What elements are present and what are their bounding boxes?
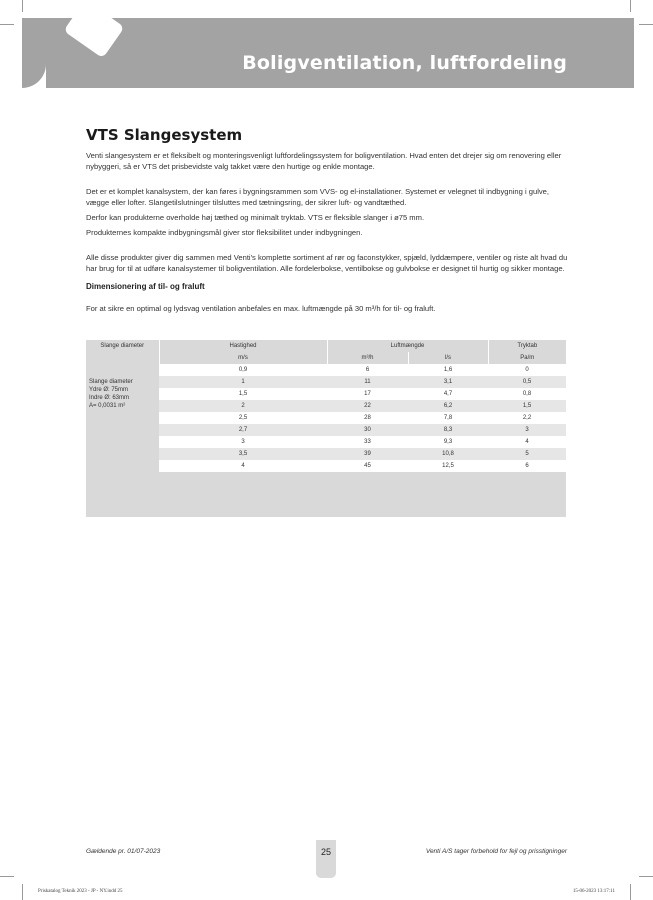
- unit-pressure: Pa/m: [488, 352, 566, 364]
- cell-speed: 3: [159, 436, 327, 448]
- cell-speed: 2,7: [159, 424, 327, 436]
- paragraph: Venti slangesystem er et fleksibelt og monteringsvenligt luftfordelingssystem for boligventilation. Hvad enten det drejer sig om renovering eller nybyggeri, så er VTS det prisbevidste valg takket være den hurtige og enkle montage.: [86, 151, 562, 171]
- cell-pressure: 1,5: [488, 400, 566, 412]
- diameter-note-line: Ydre Ø: 75mm: [89, 387, 129, 393]
- cell-ls: 6,2: [408, 400, 488, 412]
- header-airflow: Luftmængde: [327, 340, 488, 352]
- cell-pressure: 0,5: [488, 376, 566, 388]
- cell-ls: 1,6: [408, 364, 488, 376]
- header-speed: Hastighed: [159, 340, 327, 352]
- cell-m3h: 30: [327, 424, 408, 436]
- intro-text: For at sikre en optimal og lydsvag ventilation anbefales en max. luftmængde på 30 m³/h for til- og fraluft.: [86, 304, 436, 313]
- paragraph: Derfor kan produkterne overholde høj tæthed og minimalt tryktab. VTS er fleksible slanger i ø75 mm.: [86, 213, 425, 222]
- print-slug-file: Priskatalog Teknik 2023 - JP - NY.indd 25: [38, 889, 123, 894]
- crop-mark: [639, 876, 653, 877]
- cell-speed: 2,5: [159, 412, 327, 424]
- crop-mark: [0, 876, 14, 877]
- cell-pressure: 4: [488, 436, 566, 448]
- cell-ls: 4,7: [408, 388, 488, 400]
- paragraph: Produkternes kompakte indbygningsmål giver stor fleksibilitet under indbygningen.: [86, 228, 363, 237]
- cell-ls: 3,1: [408, 376, 488, 388]
- diameter-note: [86, 364, 159, 472]
- print-slug-date: 15-06-2023 13:17:11: [572, 889, 615, 894]
- dimension-table: [86, 340, 566, 472]
- cell-pressure: 0: [488, 364, 566, 376]
- cell-m3h: 6: [327, 364, 408, 376]
- diameter-note-line: Indre Ø: 63mm: [89, 395, 130, 401]
- cell-speed: 3,5: [159, 448, 327, 460]
- cell-m3h: 11: [327, 376, 408, 388]
- section-title: VTS Slangesystem: [86, 126, 243, 144]
- cell-speed: 2: [159, 400, 327, 412]
- diameter-note-line: A= 0,0031 m²: [89, 403, 126, 409]
- crop-mark: [630, 884, 631, 900]
- page-number-tab: [316, 840, 336, 878]
- cell-ls: 10,8: [408, 448, 488, 460]
- cell-ls: 8,3: [408, 424, 488, 436]
- cell-pressure: 5: [488, 448, 566, 460]
- footer-disclaimer: Venti A/S tager forbehold for fejl og prisstigninger: [425, 848, 567, 855]
- cell-pressure: 3: [488, 424, 566, 436]
- cell-m3h: 28: [327, 412, 408, 424]
- diameter-note-line: Slange diameter: [89, 379, 133, 385]
- cell-speed: 0,9: [159, 364, 327, 376]
- table-row: [86, 364, 566, 376]
- cell-m3h: 33: [327, 436, 408, 448]
- page-header-title: Boligventilation, luftfordeling: [242, 52, 567, 74]
- paragraph: Alle disse produkter giver dig sammen med Venti's komplette sortiment af rør og faconstykker, spjæld, lyddæmpere, ventiler og riste alt hvad du har brug for til at udføre kanalsystemer til boligventilation. Alle fordelerbokse, ventilbokse og gulvbokse er designet til hurtig og sikker montage.: [86, 253, 568, 273]
- cell-m3h: 17: [327, 388, 408, 400]
- paragraph: Det er et komplet kanalsystem, der kan føres i bygningsrammen som VVS- og el-installationer. Systemet er velegnet til indbygning i gulve, vægge eller lofter. Slangetilslutninger tilsluttes med tætningsring, der sikrer luft- og vandtæthed.: [86, 187, 550, 207]
- cell-pressure: 6: [488, 460, 566, 472]
- crop-mark: [22, 884, 23, 900]
- crop-mark: [639, 24, 653, 25]
- cell-m3h: 45: [327, 460, 408, 472]
- cell-ls: 12,5: [408, 460, 488, 472]
- cell-pressure: 0,8: [488, 388, 566, 400]
- crop-mark: [22, 0, 23, 12]
- cell-ls: 7,8: [408, 412, 488, 424]
- main-content: [86, 126, 568, 314]
- cell-m3h: 22: [327, 400, 408, 412]
- cell-speed: 1: [159, 376, 327, 388]
- unit-airflow-ls: l/s: [408, 352, 488, 364]
- header-pressure: Tryktab: [488, 340, 566, 352]
- cell-speed: 1,5: [159, 388, 327, 400]
- crop-mark: [0, 24, 14, 25]
- cell-m3h: 39: [327, 448, 408, 460]
- page-number: 25: [320, 847, 331, 857]
- unit-empty: [86, 352, 159, 364]
- dimension-table-panel: [86, 340, 566, 517]
- header-diameter: Slange diameter: [86, 340, 159, 352]
- cell-speed: 4: [159, 460, 327, 472]
- footer-validity: Gældende pr. 01/07-2023: [86, 848, 161, 855]
- cell-ls: 9,3: [408, 436, 488, 448]
- unit-speed: m/s: [159, 352, 327, 364]
- cell-pressure: 2,2: [488, 412, 566, 424]
- crop-mark: [630, 0, 631, 12]
- subheading: Dimensionering af til- og fraluft: [86, 282, 205, 291]
- unit-airflow-m3h: m³/h: [327, 352, 408, 364]
